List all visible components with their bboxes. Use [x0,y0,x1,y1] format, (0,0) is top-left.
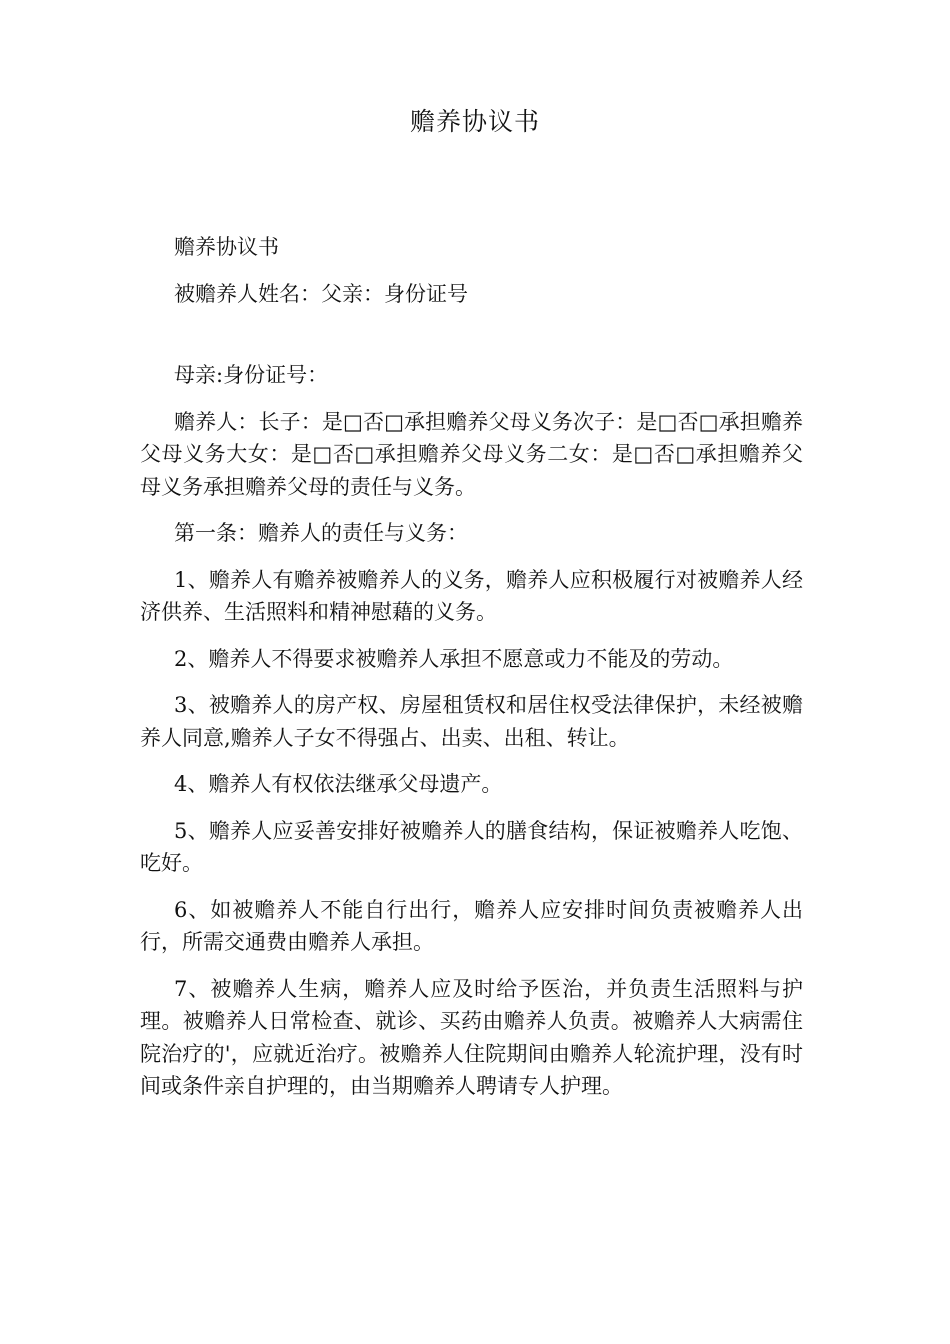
heading-paragraph: 赡养协议书 [174,235,279,259]
clause-2: 2、赡养人不得要求被赡养人承担不愿意或力不能及的劳动。 [174,646,734,671]
clause-7: 7、被赡养人生病，赡养人应及时给予医治，并负责生活照料与护理。被赡养人日常检查、就诊、买药由赡养人负责。被赡养人大病需住院治疗的'，应就近治疗。被赡养人住院期间由赡养人轮流护理，没有时间或条件亲自护理的，由当期赡养人聘请专人护理。 [140,976,803,1098]
clause-4: 4、赡养人有权依法继承父母遗产。 [174,772,503,796]
clause-6: 6、如被赡养人不能自行出行，赡养人应安排时间负责被赡养人出行，所需交通费由赡养人承担。 [140,897,803,954]
article-one-heading: 第一条：赡养人的责任与义务： [174,521,468,545]
document-body [140,231,803,1103]
dependent-name-paragraph: 被赡养人姓名：父亲：身份证号 [174,281,468,306]
clause-5: 5、赡养人应妥善安排好被赡养人的膳食结构，保证被赡养人吃饱、吃好。 [140,818,803,875]
mother-id-paragraph: 母亲:身份证号： [174,363,329,387]
clause-3: 3、被赡养人的房产权、房屋租赁权和居住权受法律保护，未经被赡养人同意,赡养人子女不得强占、出卖、出租、转让。 [140,693,803,750]
supporters-paragraph: 赡养人：长子：是□否□承担赡养父母义务次子：是□否□承担赡养父母义务大女：是□否□承担赡养父母义务二女：是□否□承担赡养父母义务承担赡养父母的责任与义务。 [140,409,803,499]
document-title: 赡养协议书 [409,107,540,136]
clause-1: 1、赡养人有赡养被赡养人的义务，赡养人应积极履行对被赡养人经济供养、生活照料和精神慰藉的义务。 [140,567,803,624]
